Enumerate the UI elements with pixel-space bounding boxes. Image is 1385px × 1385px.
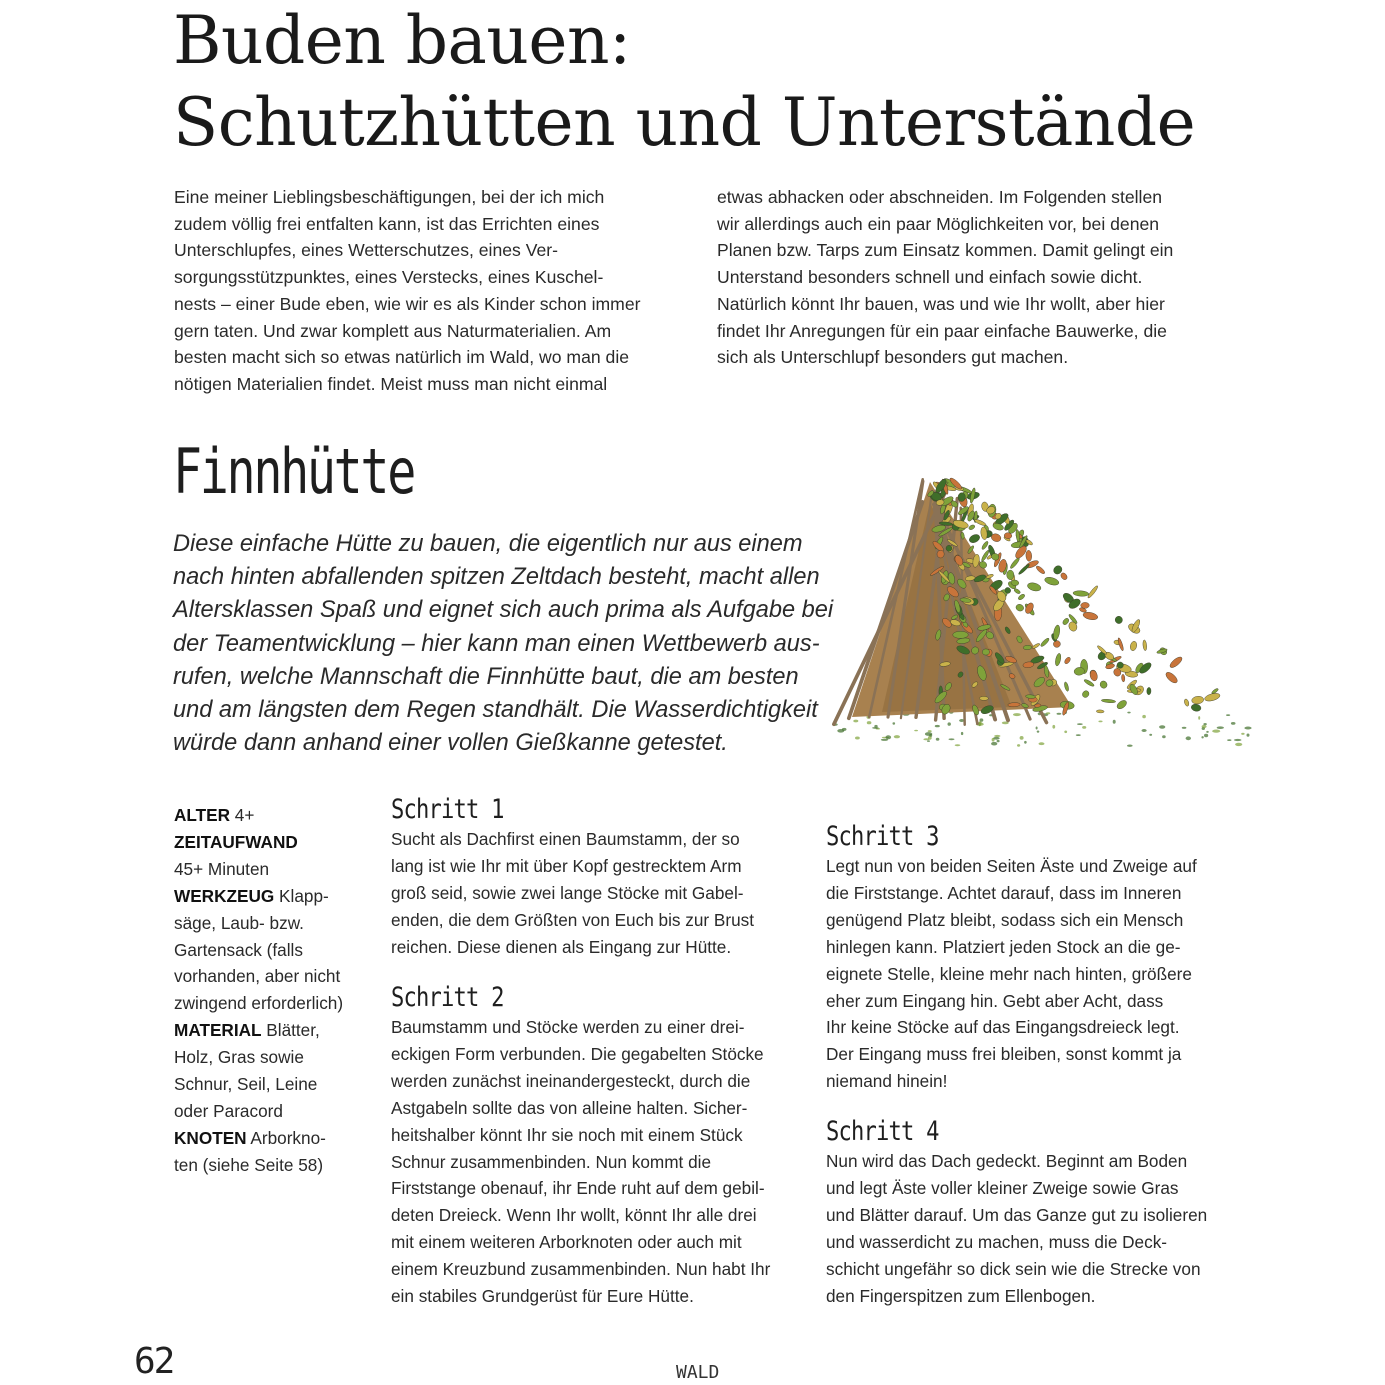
ground-speck — [1057, 713, 1062, 715]
ground-speck — [1052, 725, 1055, 729]
leaf — [1121, 674, 1125, 682]
step-heading: Schritt 3 — [826, 821, 939, 852]
leaf — [1184, 698, 1190, 706]
text-line: enden, die dem Größten von Euch bis zur Brust — [391, 909, 755, 930]
ground-speck — [1198, 716, 1200, 720]
text-line: und Blätter darauf. Um das Ganze gut zu isolieren — [826, 1204, 1208, 1225]
ground-speck — [1076, 734, 1081, 736]
leaf — [1004, 532, 1012, 539]
text-line: Nun wird das Dach gedeckt. Beginnt am Boden — [826, 1151, 1188, 1171]
text-line: Der Eingang muss frei bleiben, sonst kommt ja — [826, 1044, 1182, 1065]
text-line: Firststange obenauf, ihr Ende ruht auf dem gebil- — [391, 1178, 765, 1199]
ground-speck — [872, 727, 879, 729]
fact-value: Arborkno- — [246, 1127, 326, 1148]
text-line: Unterschlupfes, eines Wetterschutzes, eines Ver- — [174, 240, 558, 261]
leaf — [981, 540, 989, 550]
text-line: die Firststange. Achtet darauf, dass im Inneren — [826, 882, 1182, 903]
ground-speck — [1201, 736, 1203, 738]
ground-speck — [1235, 743, 1242, 746]
text-line: Natürlich könnt Ihr bauen, was und wie Ihr wollt, aber hier — [717, 293, 1165, 314]
leaf — [980, 550, 989, 563]
text-line: ein stabiles Grundgerüst für Eure Hütte. — [391, 1286, 694, 1307]
ground-speck — [1186, 736, 1191, 740]
leaf — [1054, 653, 1061, 667]
leaf — [1191, 696, 1204, 705]
fact-value: Holz, Gras sowie — [174, 1047, 304, 1068]
leaf — [937, 550, 945, 558]
ground-speck — [1217, 726, 1224, 729]
ground-speck — [853, 720, 858, 723]
text-line: Schnur zusammenbinden. Nun kommt die — [391, 1151, 712, 1172]
ground-speck — [949, 738, 955, 740]
ground-speck — [1202, 725, 1207, 728]
section-lead — [173, 528, 834, 760]
ground-speck — [1204, 734, 1208, 737]
leaf — [1101, 699, 1116, 703]
fact-label: MATERIAL — [174, 1020, 262, 1041]
text-line: werden zunächst ineinandergesteckt, durch die — [391, 1070, 751, 1091]
text-line: reichen. Diese dienen als Eingang zur Hütte. — [391, 936, 732, 957]
ground-speck — [997, 740, 1000, 742]
ground-speck — [914, 730, 918, 732]
leaf — [1096, 710, 1104, 713]
leaf — [1129, 641, 1137, 652]
fact-time-label — [174, 829, 354, 856]
leaf — [982, 649, 990, 655]
text-line: besten macht sich so etwas natürlich im Wald, wo man die — [174, 347, 630, 368]
leaf — [1052, 625, 1060, 641]
text-line: lang ist wie Ihr mit über Kopf gestrecktem Arm — [391, 855, 742, 876]
ground-speck — [1017, 744, 1020, 747]
text-line: Ihr keine Stöcke auf das Eingangsdreieck legt. — [826, 1017, 1180, 1038]
leaf — [1015, 529, 1020, 542]
leaf — [979, 696, 988, 700]
fact-value: oder Paracord — [174, 1100, 283, 1121]
leaf — [1027, 581, 1042, 592]
fact-value: vorhanden, aber nicht — [174, 966, 341, 987]
lead-line: Altersklassen Spaß und eignet sich auch prima als Aufgabe bei — [173, 597, 834, 624]
ground-speck — [1046, 712, 1050, 714]
ground-speck — [1241, 733, 1244, 735]
leaf — [1007, 570, 1014, 580]
text-line: heitshalber könnt Ihr sie noch mit einem Stück — [391, 1124, 743, 1145]
ground-speck — [1064, 731, 1067, 734]
fact-value: Gartensack (falls — [174, 939, 303, 960]
ground-speck — [928, 730, 932, 732]
ground-speck — [955, 744, 961, 746]
step-2 — [391, 982, 791, 1310]
ground-speck — [1142, 715, 1146, 718]
ground-speck — [1203, 723, 1206, 725]
fact-value: 45+ Minuten — [174, 858, 270, 879]
fact-tool — [174, 883, 354, 910]
ground-speck — [1212, 730, 1220, 733]
intro-column-1 — [174, 184, 694, 398]
text-line: eckigen Form verbunden. Die gegabelten Stöcke — [391, 1043, 764, 1064]
lead-line: würde dann anhand einer vollen Gießkanne getestet. — [173, 730, 728, 757]
ground-speck — [1077, 723, 1083, 725]
section-title: Finnhütte — [173, 435, 414, 508]
leaf — [1164, 670, 1179, 684]
lead-line: rufen, welche Mannschaft die Finnhütte baut, die am besten — [173, 663, 799, 690]
ground-speck — [1020, 736, 1024, 740]
ground-speck — [855, 737, 860, 740]
leaf — [1073, 590, 1089, 596]
leaf — [1116, 699, 1129, 711]
text-line: schicht ungefähr so dick sein wie die Strecke von — [826, 1258, 1201, 1279]
step-text — [826, 1148, 1246, 1309]
text-line: Sucht als Dachfirst einen Baumstamm, der so — [391, 829, 740, 849]
leaf — [1081, 689, 1090, 698]
step-text — [391, 826, 791, 961]
ground-speck — [1247, 734, 1250, 737]
step-3 — [826, 821, 1246, 1095]
lead-line: und am längsten dem Regen standhält. Die Wasserdichtigkeit — [173, 697, 818, 724]
ground-speck — [961, 732, 963, 735]
ground-speck — [867, 721, 872, 724]
text-line: hinlegen kann. Platziert jeden Stock an die ge- — [826, 936, 1181, 957]
text-line: nötigen Materialien findet. Meist muss man nicht einmal — [174, 373, 608, 394]
facts-box — [174, 802, 354, 1179]
ground-speck — [1082, 726, 1086, 729]
text-line: nests – einer Bude eben, wie wir es als Kinder schon immer — [174, 293, 641, 314]
leaf — [1142, 640, 1147, 651]
ground-speck — [1206, 731, 1209, 733]
ground-speck — [886, 735, 892, 739]
ground-speck — [1113, 720, 1116, 724]
ground-speck — [1127, 712, 1130, 714]
leaf — [1062, 617, 1070, 626]
text-line: gern taten. Und zwar komplett aus Naturmaterialien. Am — [174, 320, 612, 341]
lead-line: Diese einfache Hütte zu bauen, die eigentlich nur aus einem — [173, 531, 803, 557]
ground-speck — [1024, 741, 1027, 744]
page-title-line-1: Buden bauen: — [173, 2, 631, 79]
leaf — [1064, 682, 1070, 692]
text-line: eignete Stelle, kleine mehr nach hinten, größere — [826, 963, 1192, 984]
leaf — [1060, 572, 1069, 581]
ground-speck — [1039, 742, 1045, 745]
ground-speck — [1159, 725, 1165, 728]
text-line: und legt Äste voller kleiner Zweige sowie Gras — [826, 1177, 1179, 1198]
lead-line: der Teamentwicklung – hier kann man einen Wettbewerb aus- — [173, 630, 820, 657]
leaf — [1015, 603, 1025, 612]
leaf-covered-hut-illustration — [812, 462, 1257, 762]
step-heading: Schritt 2 — [391, 982, 504, 1013]
step-heading: Schritt 4 — [826, 1116, 939, 1147]
ground-speck — [1127, 745, 1133, 747]
ground-speck — [1227, 739, 1231, 741]
ground-speck — [1231, 722, 1236, 725]
ground-speck — [1162, 735, 1166, 738]
step-1 — [391, 794, 791, 961]
leaf — [1114, 615, 1124, 625]
ground-speck — [1149, 734, 1152, 736]
fact-material — [174, 1017, 354, 1044]
ground-speck — [1037, 731, 1040, 733]
text-line: genügend Platz bleibt, sodass sich ein Mensch — [826, 909, 1184, 930]
leaf — [968, 533, 981, 544]
ground-speck — [842, 728, 847, 731]
fact-label: KNOTEN — [174, 1127, 247, 1148]
ground-speck — [927, 740, 930, 742]
text-line: und wasserdicht zu machen, muss die Deck- — [826, 1231, 1168, 1252]
leaf — [1099, 680, 1108, 690]
ground-speck — [994, 735, 1000, 737]
text-line: wir allerdings auch ein paar Möglichkeiten vor, bei denen — [717, 213, 1160, 234]
text-line: sich als Unterschlupf besonders gut machen. — [717, 347, 1069, 368]
step-text — [826, 853, 1246, 1095]
text-line: eher zum Eingang hin. Gebt aber Acht, dass — [826, 990, 1164, 1011]
page-title — [173, 0, 1273, 164]
text-line: den Fingerspitzen zum Ellenbogen. — [826, 1285, 1096, 1306]
fact-value: Blätter, — [261, 1020, 320, 1041]
text-line: groß seid, sowie zwei lange Stöcke mit Gabel- — [391, 882, 744, 903]
page-number: 62 — [134, 1341, 174, 1382]
leaf — [1044, 576, 1060, 587]
leaf — [1168, 655, 1183, 669]
fact-label: ZEITAUFWAND — [174, 831, 298, 852]
ground-speck — [893, 722, 896, 724]
leaf — [1018, 563, 1031, 575]
leaf — [1087, 585, 1099, 599]
leaf — [1040, 637, 1050, 647]
ground-speck — [1013, 713, 1021, 716]
step-text — [391, 1014, 791, 1310]
fact-value: Schnur, Seil, Leine — [174, 1074, 318, 1095]
ground-speck — [1036, 727, 1038, 730]
intro-column-2 — [717, 184, 1237, 371]
leaf — [1026, 550, 1033, 561]
page-title-line-2: Schutzhütten und Unterstände — [173, 84, 1196, 161]
text-line: sorgungsstützpunktes, eines Verstecks, eines Kuschel- — [174, 267, 604, 288]
text-line: etwas abhacken oder abschneiden. Im Folgenden stellen — [717, 187, 1163, 207]
text-line: Baumstamm und Stöcke werden zu einer drei- — [391, 1017, 745, 1037]
leaf — [953, 631, 969, 638]
text-line: niemand hinein! — [826, 1071, 948, 1092]
text-line: Legt nun von beiden Seiten Äste und Zweige auf — [826, 856, 1197, 876]
leaf — [1147, 687, 1151, 695]
leaf — [1009, 557, 1020, 570]
ground-speck — [1142, 729, 1147, 732]
fact-label: ALTER — [174, 805, 231, 825]
ground-speck — [1226, 714, 1230, 716]
ground-speck — [935, 725, 940, 727]
ground-speck — [948, 722, 951, 725]
leaf — [1017, 593, 1025, 601]
ground-speck — [1098, 721, 1102, 723]
lead-line: nach hinten abfallenden spitzen Zeltdach besteht, macht allen — [173, 564, 820, 591]
hut-illustration-svg — [812, 462, 1257, 762]
leaf — [1191, 703, 1202, 712]
text-line: deten Dreieck. Wenn Ihr wollt, könnt Ihr alle drei — [391, 1205, 757, 1226]
text-line: findet Ihr Anregungen für ein paar einfache Bauwerke, die — [717, 320, 1167, 341]
step-4 — [826, 1116, 1246, 1309]
text-line: Unterstand besonders schnell und einfach sowie dicht. — [717, 267, 1143, 288]
text-line: Planen bzw. Tarps zum Einsatz kommen. Damit gelingt ein — [717, 240, 1174, 261]
ground-speck — [1234, 739, 1242, 741]
ground-speck — [980, 718, 984, 721]
leaf — [968, 524, 976, 531]
fact-value: ten (siehe Seite 58) — [174, 1154, 324, 1175]
text-line: zudem völlig frei entfalten kann, ist das Errichten eines — [174, 213, 600, 234]
text-line: Astgabeln sollte das von alleine halten. Sicher- — [391, 1097, 748, 1118]
fact-age — [174, 802, 354, 829]
text-line: Eine meiner Lieblingsbeschäftigungen, bei der ich mich — [174, 187, 605, 207]
fact-value: säge, Laub- bzw. — [174, 912, 304, 933]
ground-speck — [992, 738, 995, 742]
ground-speck — [1244, 727, 1251, 730]
fact-label: WERKZEUG — [174, 885, 275, 906]
fact-value: 4+ — [230, 805, 255, 825]
step-heading: Schritt 1 — [391, 794, 504, 825]
text-line: einem Kreuzbund zusammenbinden. Nun habt Ihr — [391, 1259, 771, 1280]
footer-section-label: WALD — [676, 1362, 720, 1383]
ground-speck — [1182, 727, 1187, 729]
leaf — [1035, 565, 1046, 575]
text-line: mit einem weiteren Arborknoten oder auch mit — [391, 1232, 742, 1253]
ground-speck — [925, 732, 932, 736]
fact-knot — [174, 1125, 354, 1152]
ground-speck — [936, 738, 940, 741]
fact-value: zwingend erforderlich) — [174, 993, 344, 1014]
fact-value: Klapp- — [274, 885, 329, 906]
leaf — [1064, 656, 1072, 665]
ground-speck — [991, 742, 997, 746]
ground-speck — [894, 735, 900, 738]
ground-speck — [923, 738, 929, 740]
leaf — [1023, 645, 1032, 650]
